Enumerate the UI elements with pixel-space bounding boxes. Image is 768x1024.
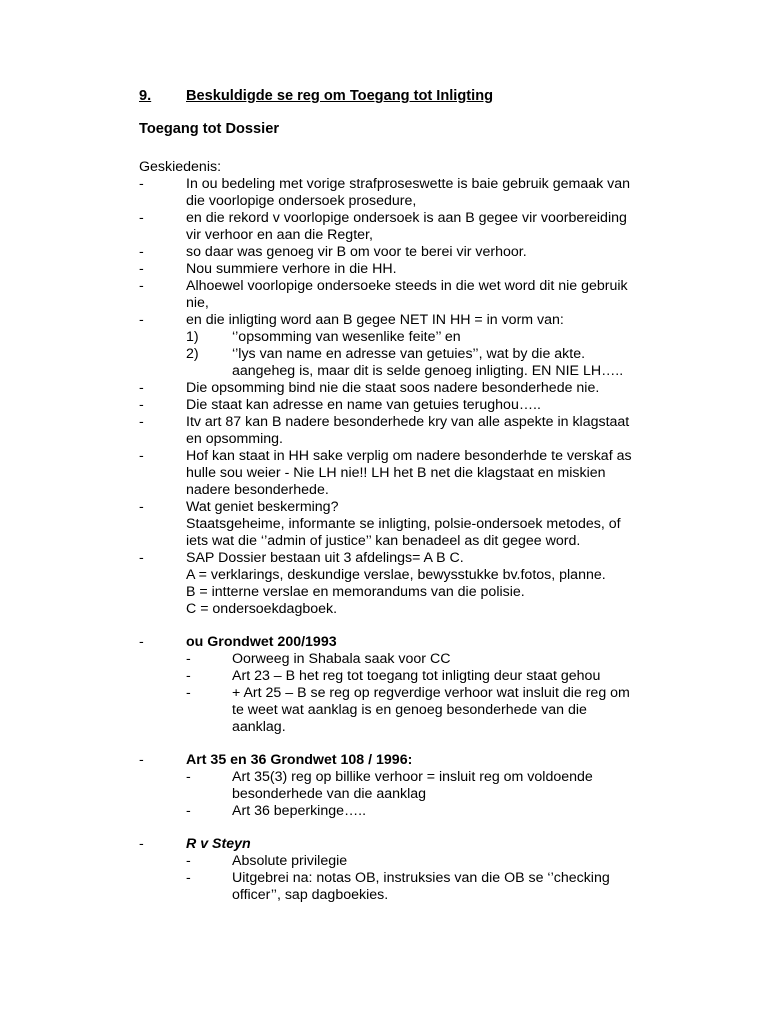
bullet-dash: - bbox=[139, 244, 144, 260]
sub-item: Art 23 – B het reg tot toegang tot inligting deur staat gehou bbox=[232, 668, 601, 684]
history-line: Itv art 87 kan B nadere besonderhede kry van alle aspekte in klagstaat bbox=[186, 414, 630, 430]
history-line: hulle sou weier - Nie LH nie!! LH het B net die klagstaat en miskien bbox=[186, 465, 606, 481]
history-line: Die opsomming bind nie die staat soos nadere besonderhede nie. bbox=[186, 380, 600, 396]
numbered-marker: 1) bbox=[186, 329, 199, 345]
sub-bullet-dash: - bbox=[186, 803, 191, 819]
bullet-dash: - bbox=[139, 176, 144, 192]
subheading: Toegang tot Dossier bbox=[139, 121, 280, 137]
sub-item: Absolute privilegie bbox=[232, 853, 348, 869]
sub-item: Oorweeg in Shabala saak voor CC bbox=[232, 651, 451, 667]
sub-bullet-dash: - bbox=[186, 651, 191, 667]
history-line: en die rekord v voorlopige ondersoek is aan B gegee vir voorbereiding bbox=[186, 210, 627, 226]
history-line: A = verklarings, deskundige verslae, bewysstukke bv.fotos, planne. bbox=[186, 567, 606, 583]
bullet-dash: - bbox=[139, 836, 144, 852]
bullet-dash: - bbox=[139, 414, 144, 430]
history-line: vir verhoor en aan die Regter, bbox=[186, 227, 373, 243]
history-line: In ou bedeling met vorige strafproseswette is baie gebruik gemaak van bbox=[186, 176, 631, 192]
numbered-line: ‘’lys van name en adresse van getuies’’, wat by die akte. bbox=[232, 346, 586, 362]
history-line: Alhoewel voorlopige ondersoeke steeds in die wet word dit nie gebruik bbox=[186, 278, 628, 294]
history-line: die voorlopige ondersoek prosedure, bbox=[186, 193, 417, 209]
bullet-dash: - bbox=[139, 210, 144, 226]
section-number: 9. bbox=[139, 88, 152, 104]
sub-bullet-dash: - bbox=[186, 870, 191, 886]
sub-item: Uitgebrei na: notas OB, instruksies van die OB se ‘’checking bbox=[232, 870, 610, 886]
sub-item: te weet wat aanklag is en genoeg besonderhede van die bbox=[232, 702, 587, 718]
history-line: C = ondersoekdagboek. bbox=[186, 601, 338, 617]
history-line: Hof kan staat in HH sake verplig om nadere besonderhde te verskaf as bbox=[186, 448, 632, 464]
bullet-dash: - bbox=[139, 448, 144, 464]
history-line: so daar was genoeg vir B om voor te berei vir verhoor. bbox=[186, 244, 527, 260]
history-line: Wat geniet beskerming? bbox=[186, 499, 339, 515]
bullet-dash: - bbox=[139, 550, 144, 566]
sub-bullet-dash: - bbox=[186, 668, 191, 684]
art-35-title: Art 35 en 36 Grondwet 108 / 1996: bbox=[186, 752, 413, 768]
history-line: nadere besonderhede. bbox=[186, 482, 329, 498]
bullet-dash: - bbox=[139, 380, 144, 396]
sub-item: besonderhede van die aanklag bbox=[232, 786, 427, 802]
history-line: B = intterne verslae en memorandums van die polisie. bbox=[186, 584, 525, 600]
history-line: Nou summiere verhore in die HH. bbox=[186, 261, 397, 277]
history-line: en die inligting word aan B gegee NET IN HH = in vorm van: bbox=[186, 312, 564, 328]
history-line: Die staat kan adresse en name van getuies terughou….. bbox=[186, 397, 541, 413]
numbered-marker: 2) bbox=[186, 346, 199, 362]
sub-bullet-dash: - bbox=[186, 853, 191, 869]
section-title: Beskuldigde se reg om Toegang tot Inligting bbox=[186, 88, 494, 104]
bullet-dash: - bbox=[139, 312, 144, 328]
history-line: Staatsgeheime, informante se inligting, polsie-ondersoek metodes, of bbox=[186, 516, 621, 532]
history-label: Geskiedenis: bbox=[139, 159, 222, 175]
steyn-title: R v Steyn bbox=[186, 836, 251, 852]
sub-item: Art 35(3) reg op billike verhoor = insluit reg om voldoende bbox=[232, 769, 593, 785]
sub-item: Art 36 beperkinge….. bbox=[232, 803, 367, 819]
sub-bullet-dash: - bbox=[186, 769, 191, 785]
bullet-dash: - bbox=[139, 261, 144, 277]
numbered-line: ‘’opsomming van wesenlike feite’’ en bbox=[232, 329, 461, 345]
history-line: en opsomming. bbox=[186, 431, 283, 447]
sub-item: + Art 25 – B se reg op regverdige verhoor wat insluit die reg om bbox=[232, 685, 630, 701]
sub-item: aanklag. bbox=[232, 719, 286, 735]
bullet-dash: - bbox=[139, 752, 144, 768]
bullet-dash: - bbox=[139, 499, 144, 515]
history-line: SAP Dossier bestaan uit 3 afdelings= A B C. bbox=[186, 550, 464, 566]
history-line: iets wat die ‘’admin of justice’’ kan benadeel as dit gegee word. bbox=[186, 533, 581, 549]
bullet-dash: - bbox=[139, 397, 144, 413]
numbered-line: aangeheg is, maar dit is selde genoeg inligting. EN NIE LH….. bbox=[232, 363, 624, 379]
bullet-dash: - bbox=[139, 278, 144, 294]
sub-bullet-dash: - bbox=[186, 685, 191, 701]
sub-item: officer’’, sap dagboekies. bbox=[232, 887, 389, 903]
ou-grondwet-title: ou Grondwet 200/1993 bbox=[186, 634, 337, 650]
history-line: nie, bbox=[186, 295, 209, 311]
bullet-dash: - bbox=[139, 634, 144, 650]
